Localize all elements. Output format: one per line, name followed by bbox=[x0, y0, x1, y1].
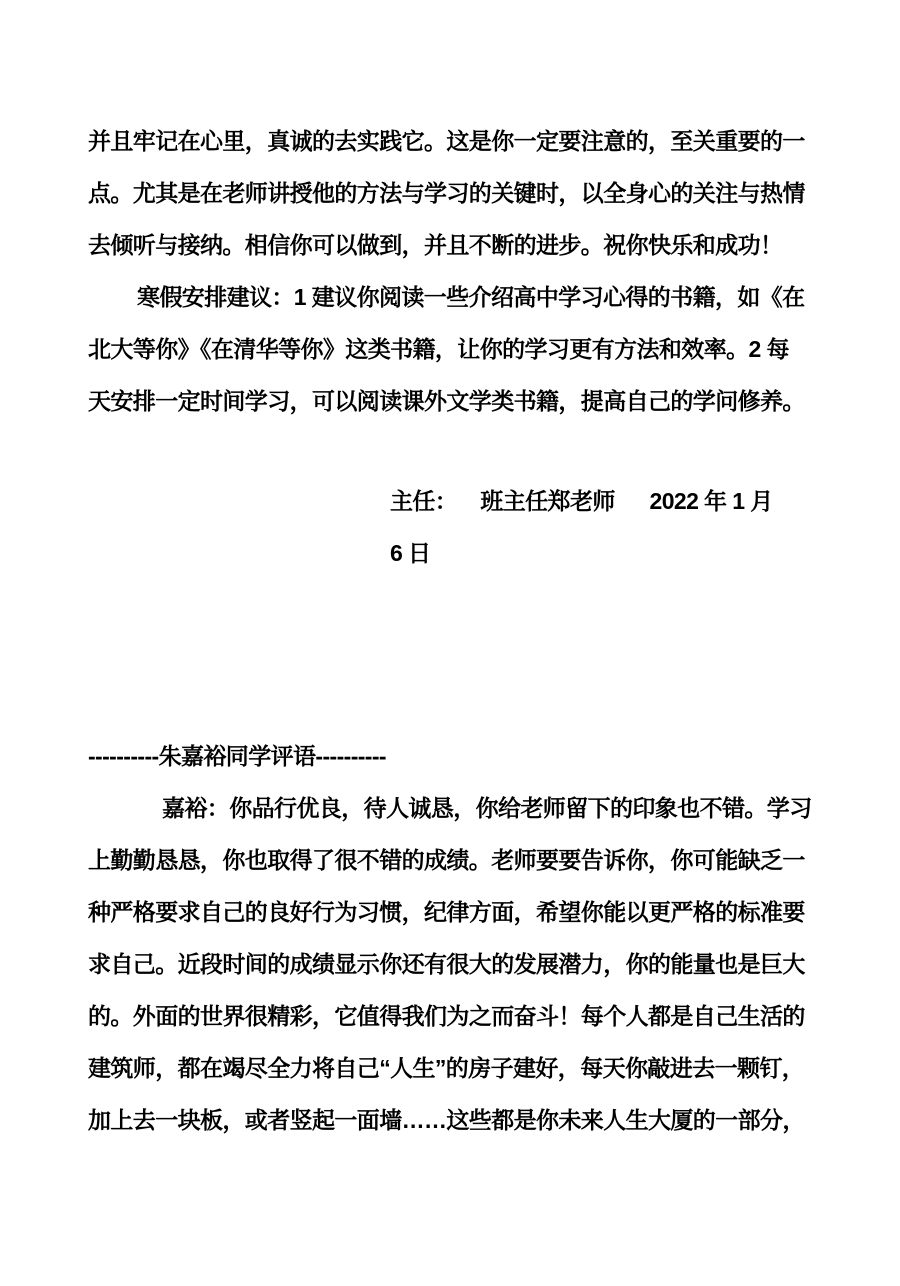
text-line: 上勤勤恳恳，你也取得了很不错的成绩。老师要要告诉你，你可能缺乏一 bbox=[88, 847, 805, 873]
text-line: 寒假安排建议：1 建议你阅读一些介绍高中学习心得的书籍，如《在 bbox=[137, 284, 805, 310]
signature-line: 主任： 班主任郑老师 2022 年 1 月 bbox=[390, 488, 773, 514]
text-line: 北大等你》《在清华等你》这类书籍，让你的学习更有方法和效率。2 每 bbox=[88, 336, 789, 362]
text-column bbox=[88, 115, 828, 1146]
student-comment-paragraph bbox=[88, 782, 828, 1146]
text-line: 点。尤其是在老师讲授他的方法与学习的关键时，以全身心的关注与热情 bbox=[88, 180, 805, 206]
text-line: 求自己。近段时间的成绩显示你还有很大的发展潜力，你的能量也是巨大 bbox=[88, 951, 805, 977]
text-line: 种严格要求自己的良好行为习惯，纪律方面，希望你能以更严格的标准要 bbox=[88, 899, 805, 925]
section-divider bbox=[88, 730, 828, 782]
text-line: 并且牢记在心里，真诚的去实践它。这是你一定要注意的，至关重要的一 bbox=[88, 128, 805, 154]
text-line: 去倾听与接纳。相信你可以做到，并且不断的进步。祝你快乐和成功！ bbox=[88, 232, 783, 258]
text-line: 加上去一块板，或者竖起一面墙……这些都是你未来人生大厦的一部分， bbox=[88, 1107, 805, 1133]
text-line: 的。外面的世界很精彩，它值得我们为之而奋斗！每个人都是自己生活的 bbox=[88, 1003, 805, 1029]
text-line: 嘉裕：你品行优良，待人诚恳，你给老师留下的印象也不错。学习 bbox=[162, 795, 812, 821]
holiday-advice-paragraph bbox=[88, 271, 828, 427]
signature-date-line: 6 日 bbox=[390, 540, 431, 566]
divider-title: ----------朱嘉裕同学评语---------- bbox=[88, 743, 386, 769]
text-line: 天安排一定时间学习，可以阅读课外文学类书籍，提高自己的学问修养。 bbox=[88, 388, 805, 414]
closing-paragraph bbox=[88, 115, 828, 271]
signature-block bbox=[88, 475, 828, 579]
text-line: 建筑师，都在竭尽全力将自己“人生”的房子建好，每天你敲进去一颗钉， bbox=[88, 1055, 805, 1081]
